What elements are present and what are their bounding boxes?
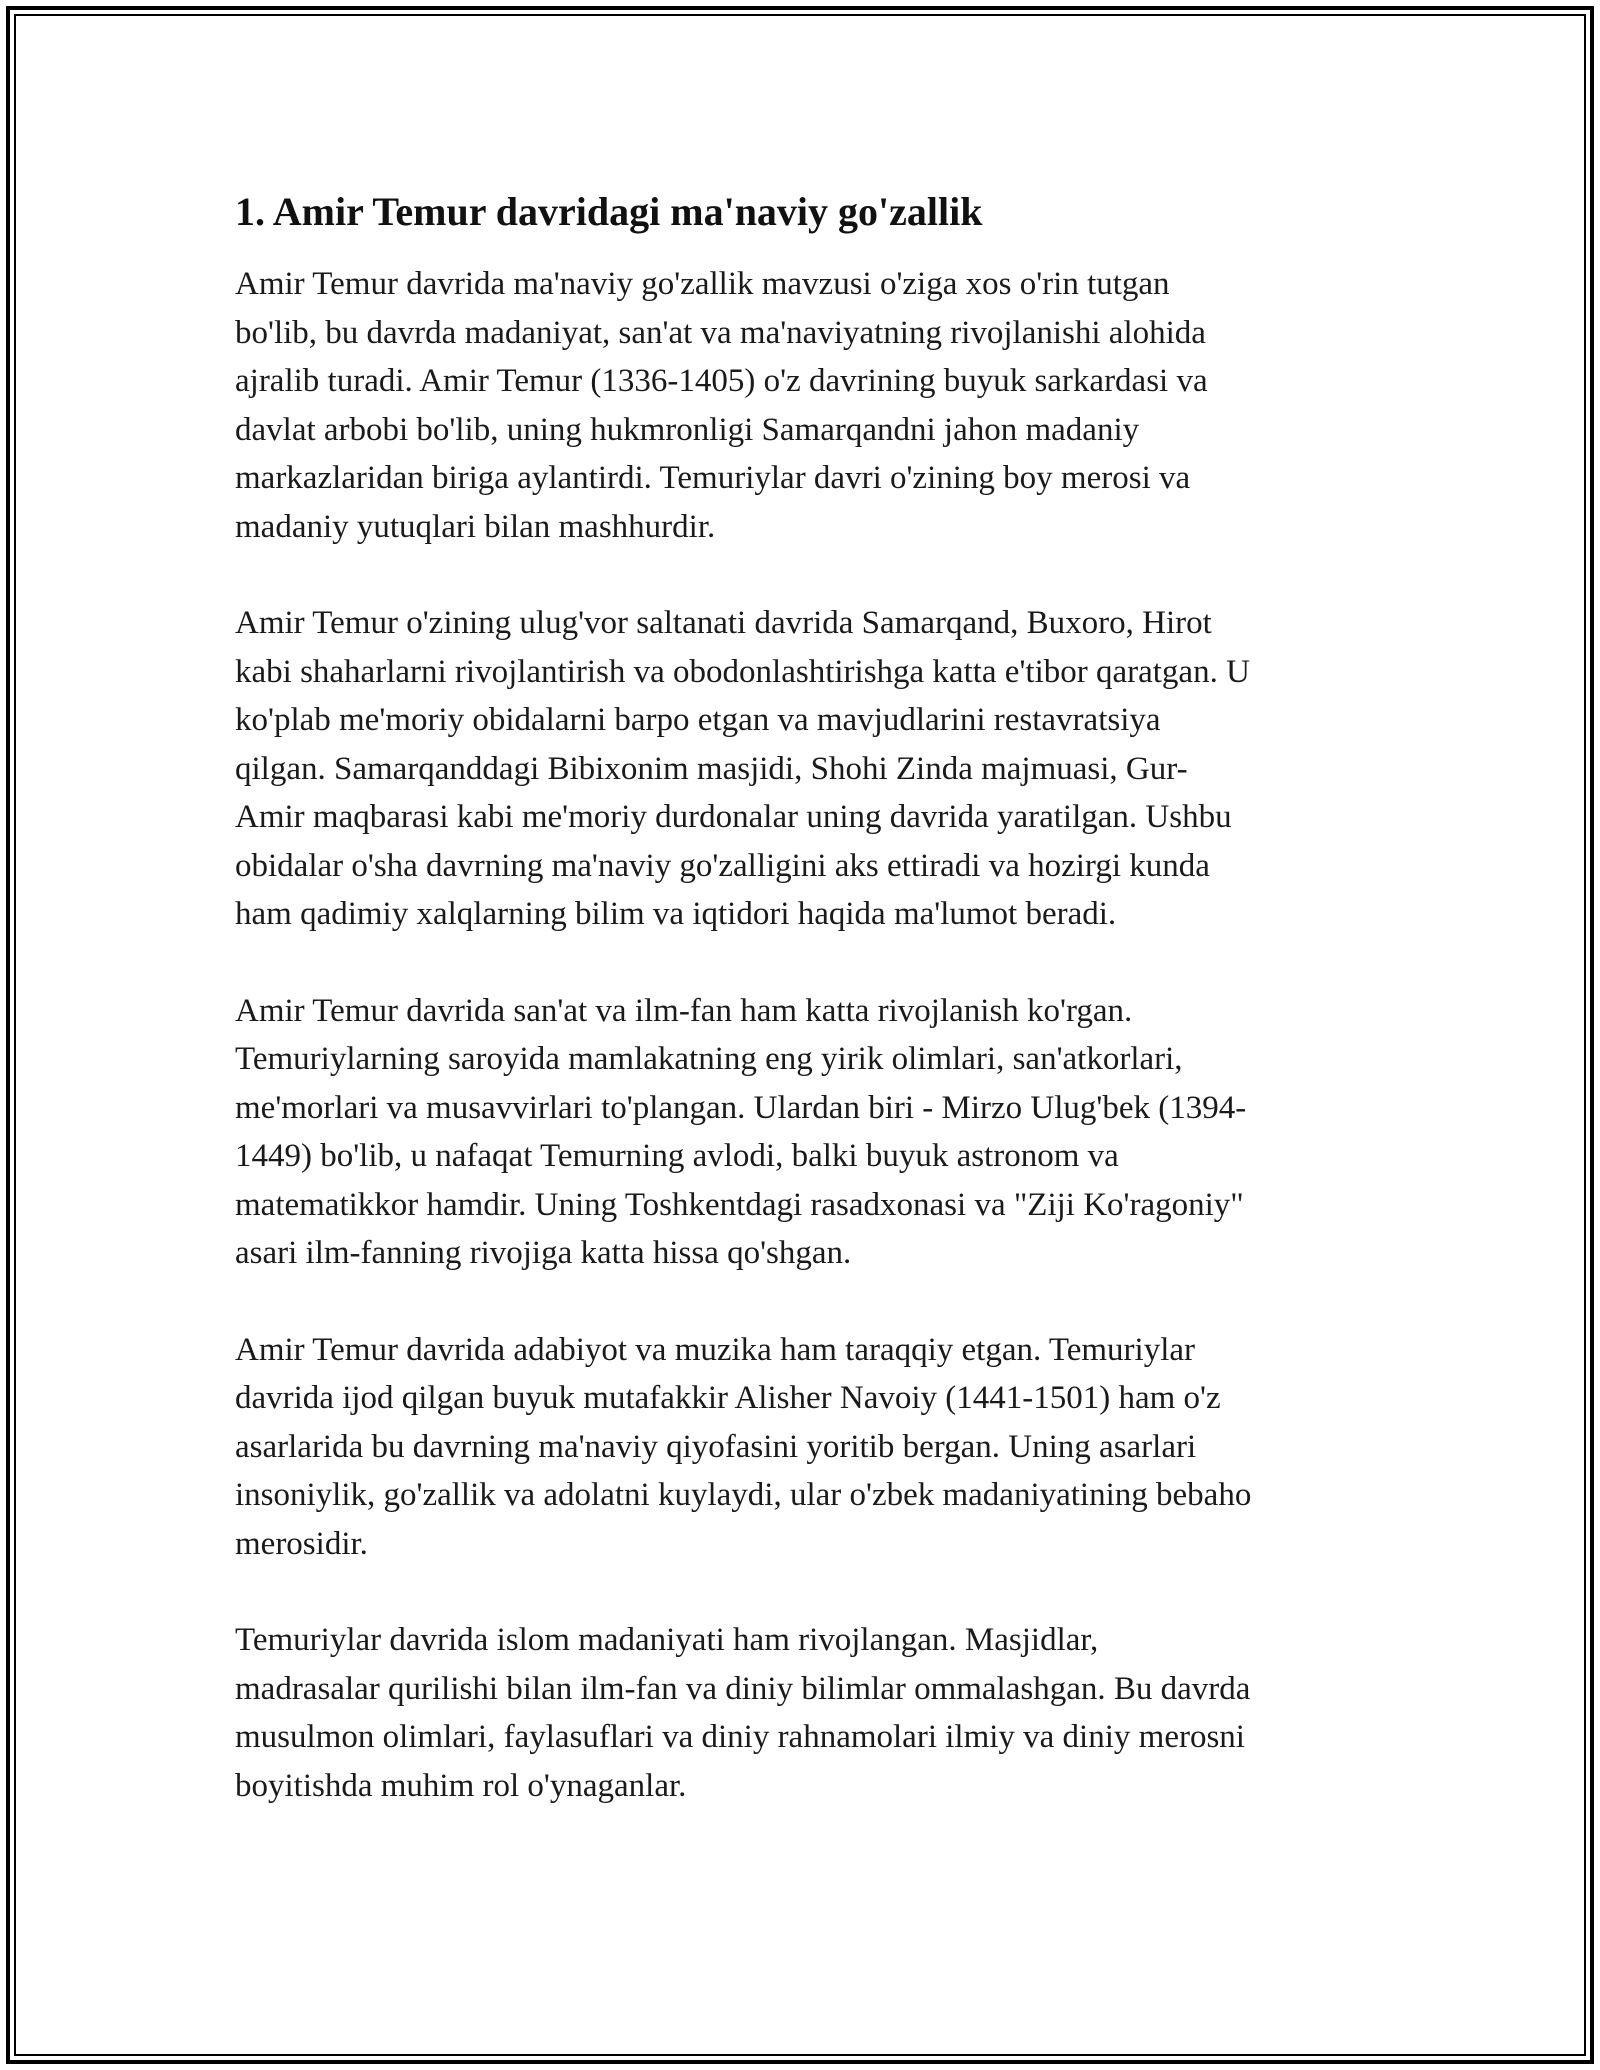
paragraph-line: boyitishda muhim rol o'ynaganlar. (235, 1767, 687, 1804)
paragraph-line: davrida ijod qilgan buyuk mutafakkir Alisher Navoiy (1441-1501) ham o'z (235, 1380, 1221, 1416)
paragraph-line: Temuriylar davrida islom madaniyati ham rivojlangan. Masjidlar, (235, 1622, 1099, 1658)
paragraph-line: davlat arbobi bo'lib, uning hukmronligi Samarqandni jahon madaniy (235, 411, 1140, 448)
paragraph-1 (235, 260, 1375, 551)
paragraph-line: madrasalar qurilishi bilan ilm-fan va diniy bilimlar ommalashgan. Bu davrda (235, 1670, 1251, 1707)
paragraph-line: bo'lib, bu davrda madaniyat, san'at va ma'naviyatning rivojlanishi alohida (235, 314, 1206, 351)
paragraph-line: kabi shaharlarni rivojlantirish va obodonlashtirishga katta e'tibor qaratgan. U (235, 653, 1250, 690)
document-body (235, 186, 1375, 1858)
paragraph-5 (235, 1616, 1375, 1810)
paragraph-line: ajralib turadi. Amir Temur (1336-1405) o'z davrining buyuk sarkardasi va (235, 363, 1208, 399)
paragraph-line: matematikkor hamdir. Uning Toshkentdagi rasadxonasi va "Ziji Ko'ragoniy" (235, 1186, 1244, 1223)
paragraph-line: ko'plab me'moriy obidalarni barpo etgan va mavjudlarini restavratsiya (235, 702, 1161, 738)
paragraph-line: Amir Temur davrida adabiyot va muzika ham taraqqiy etgan. Temuriylar (235, 1331, 1196, 1368)
paragraph-list (235, 260, 1375, 1810)
paragraph-line: insoniylik, go'zallik va adolatni kuylaydi, ular o'zbek madaniyatining bebaho (235, 1477, 1252, 1513)
paragraph-line: Amir Temur davrida ma'naviy go'zallik mavzusi o'ziga xos o'rin tutgan (235, 266, 1170, 302)
paragraph-line: asarlarida bu davrning ma'naviy qiyofasini yoritib bergan. Uning asarlari (235, 1428, 1197, 1465)
paragraph-line: asari ilm-fanning rivojiga katta hissa qo'shgan. (235, 1235, 852, 1271)
paragraph-line: me'morlari va musavvirlari to'plangan. Ulardan biri - Mirzo Ulug'bek (1394- (235, 1089, 1247, 1126)
paragraph-line: Temuriylarning saroyida mamlakatning eng yirik olimlari, san'atkorlari, (235, 1041, 1183, 1077)
paragraph-line: merosidir. (235, 1525, 368, 1562)
paragraph-line: musulmon olimlari, faylasuflari va diniy rahnamolari ilmiy va diniy merosni (235, 1719, 1245, 1755)
paragraph-line: madaniy yutuqlari bilan mashhurdir. (235, 508, 716, 545)
paragraph-2 (235, 599, 1375, 939)
paragraph-line: 1449) bo'lib, u nafaqat Temurning avlodi, balki buyuk astronom va (235, 1138, 1119, 1174)
paragraph-line: ham qadimiy xalqlarning bilim va iqtidori haqida ma'lumot beradi. (235, 896, 1117, 932)
paragraph-line: markazlaridan biriga aylantirdi. Temuriylar davri o'zining boy merosi va (235, 460, 1191, 496)
paragraph-4 (235, 1326, 1375, 1569)
paragraph-line: obidalar o'sha davrning ma'naviy go'zalligini aks ettiradi va hozirgi kunda (235, 847, 1210, 884)
paragraph-3 (235, 987, 1375, 1278)
paragraph-line: qilgan. Samarqanddagi Bibixonim masjidi, Shohi Zinda majmuasi, Gur- (235, 750, 1188, 787)
paragraph-line: Amir maqbarasi kabi me'moriy durdonalar uning davrida yaratilgan. Ushbu (235, 799, 1232, 835)
paragraph-line: Amir Temur davrida san'at va ilm-fan ham katta rivojlanish ko'rgan. (235, 992, 1133, 1029)
paragraph-line: Amir Temur o'zining ulug'vor saltanati davrida Samarqand, Buxoro, Hirot (235, 605, 1212, 641)
section-heading: 1. Amir Temur davridagi ma'naviy go'zallik (235, 189, 983, 234)
